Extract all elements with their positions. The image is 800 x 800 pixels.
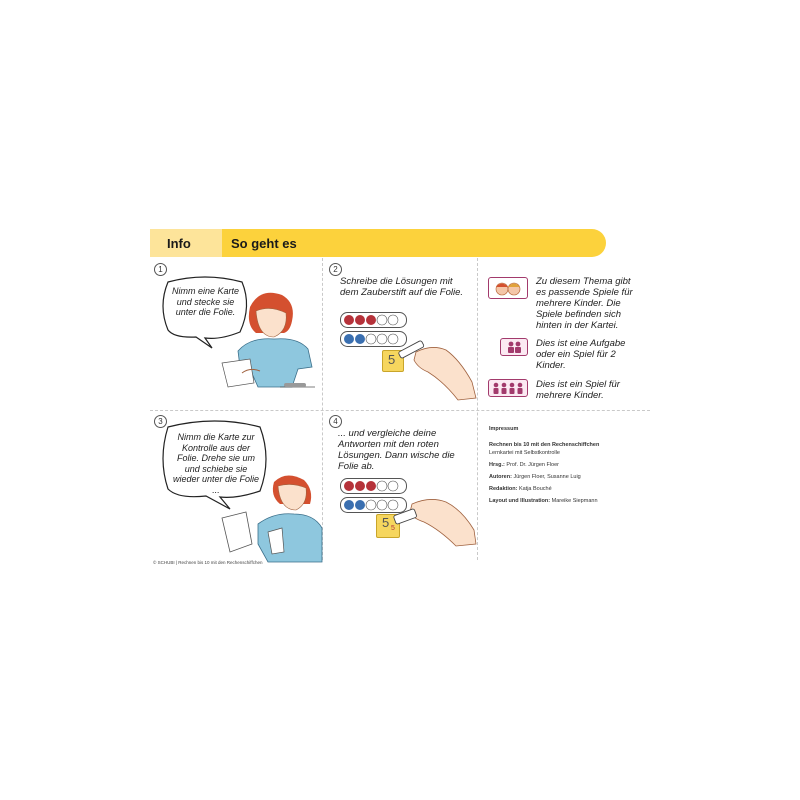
answer-card-4-solution: 5	[391, 525, 395, 532]
step-number-1: 1	[154, 263, 167, 276]
child-illustration-3	[218, 474, 322, 564]
answer-card-2-value: 5	[388, 352, 396, 367]
step-2-text: Schreibe die Lösungen mit dem Zauberstift auf die Folie.	[340, 276, 464, 298]
legend-text-two-children: Dies ist eine Aufgabe oder ein Spiel für 2 Kinder.	[536, 338, 626, 371]
impressum-heading: Impressum	[489, 426, 519, 432]
divider-vertical-1	[322, 258, 323, 560]
two-children-faces-icon	[488, 277, 528, 299]
group-players-icon	[488, 379, 528, 397]
step-number-3: 3	[154, 415, 167, 428]
divider-horizontal	[150, 410, 650, 411]
hand-eraser-illustration-4	[390, 490, 478, 550]
child-illustration-1	[220, 287, 320, 397]
impressum-subtitle: Lernkartei mit Selbstkontrolle	[489, 450, 560, 456]
legend-text-games: Zu diesem Thema gibt es passende Spiele für mehrere Kinder. Die Spiele befinden sich hinten in der Kartei.	[536, 276, 633, 331]
header-bar	[150, 229, 606, 257]
impressum	[489, 425, 649, 505]
info-tab	[150, 229, 222, 257]
copyright-footer: © SCHUBI | Rechnen bis 10 mit den Rechenschiffchen	[153, 560, 263, 565]
title-bar	[222, 229, 606, 257]
step-number-2: 2	[329, 263, 342, 276]
step-4-text: ... und vergleiche deine Antworten mit den roten Lösungen. Dann wische die Folie ab.	[338, 428, 455, 472]
speech-bubble-3-text: Nimm die Karte zur Kontrolle aus der Folie. Drehe sie um und schiebe sie wieder unter die Folie ...	[172, 432, 260, 495]
impressum-redaktion: Redaktion: Katja Bouché	[489, 486, 552, 492]
step-number-4: 4	[329, 415, 342, 428]
hand-pen-illustration-2	[398, 332, 476, 402]
impressum-layout: Layout und Illustration: Mareike Siepmann	[489, 498, 598, 504]
page-title: So geht es	[231, 236, 297, 251]
two-players-icon	[500, 338, 528, 356]
answer-card-4-value: 5	[382, 515, 390, 530]
speech-bubble-1-text: Nimm eine Karte und stecke sie unter die Folie.	[171, 286, 240, 317]
legend-text-group: Dies ist ein Spiel für mehrere Kinder.	[536, 379, 620, 401]
impressum-editor: Hrsg.: Prof. Dr. Jürgen Floer	[489, 462, 559, 468]
impressum-authors: Autoren: Jürgen Floer, Susanne Luig	[489, 474, 581, 480]
impressum-title: Rechnen bis 10 mit den Rechenschiffchen	[489, 442, 600, 448]
info-tab-label: Info	[167, 236, 191, 251]
